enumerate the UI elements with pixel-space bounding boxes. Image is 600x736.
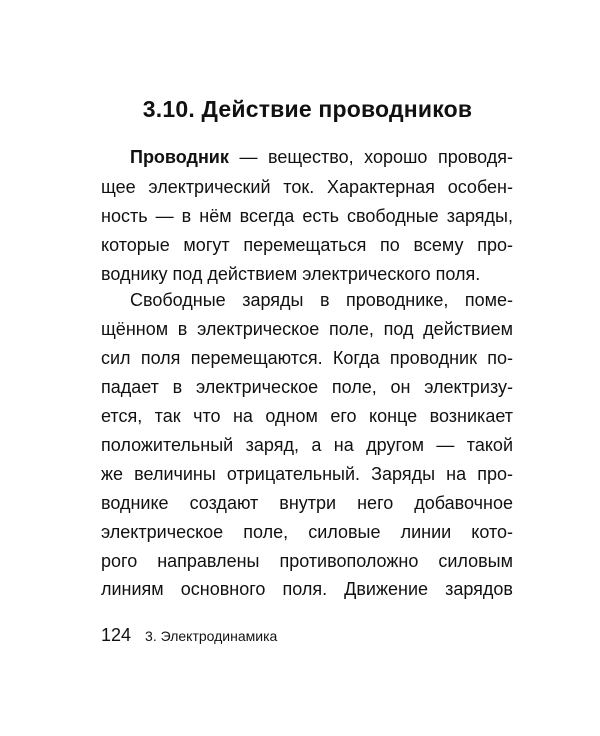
- text-line: ется, так что на одном его конце возникает: [101, 406, 513, 426]
- page-footer: [101, 625, 277, 646]
- text-line: [130, 146, 513, 168]
- page-number: 124: [101, 625, 132, 645]
- text-line: же величины отрицательный. Заряды на про-: [101, 464, 513, 484]
- text-line: положительный заряд, а на другом — такой: [101, 435, 513, 455]
- section-heading: 3.10. Действие проводников: [142, 96, 473, 122]
- defined-term: Проводник: [130, 147, 229, 167]
- text-line-content: — вещество, хорошо проводя-: [228, 147, 513, 167]
- text-line: щее электрический ток. Характерная особен-: [101, 177, 513, 197]
- text-line: воднике создают внутри него добавочное: [101, 493, 513, 513]
- text-line: ность — в нём всегда есть свободные заряды,: [101, 206, 513, 226]
- text-line: сил поля перемещаются. Когда проводник по-: [101, 348, 513, 368]
- text-line: рого направлены противоположно силовым: [101, 551, 513, 571]
- text-line: электрическое поле, силовые линии кото-: [101, 522, 513, 542]
- text-line: воднику под действием электрического поля.: [101, 264, 481, 284]
- running-section-title: 3. Электродинамика: [145, 628, 278, 644]
- text-line: щённом в электрическое поле, под действием: [101, 319, 513, 339]
- text-line: Свободные заряды в проводнике, поме-: [130, 290, 513, 310]
- text-line: линиям основного поля. Движение зарядов: [101, 579, 513, 599]
- text-line: которые могут перемещаться по всему про-: [101, 235, 513, 255]
- text-line: падает в электрическое поле, он электризу-: [101, 377, 513, 397]
